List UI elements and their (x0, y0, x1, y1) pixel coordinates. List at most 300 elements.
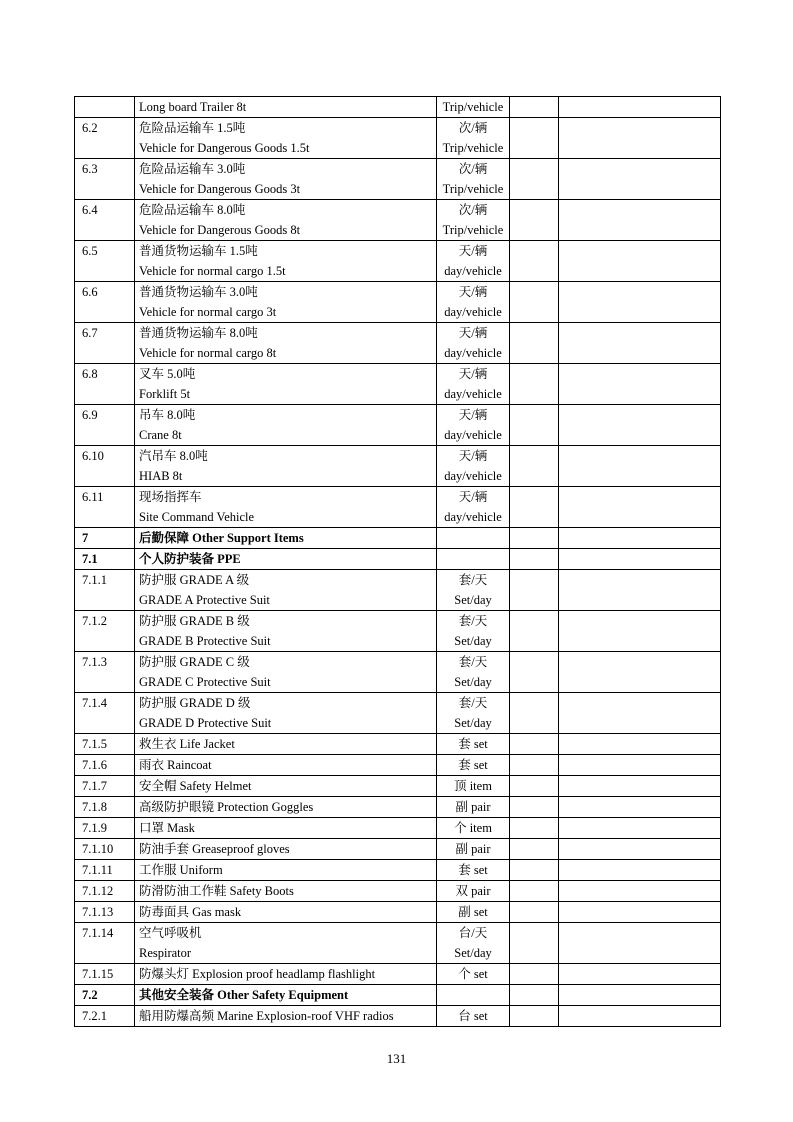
empty-cell (559, 693, 721, 734)
item-name: 普通货物运输车 3.0吨 (139, 285, 258, 299)
empty-cell (559, 776, 721, 797)
item-number-cell (75, 487, 135, 528)
unit-cell (437, 734, 510, 755)
section-header-row (75, 985, 721, 1006)
empty-cell (510, 923, 559, 964)
unit-english: Set/day (454, 946, 492, 960)
table-row (75, 1006, 721, 1027)
table-row (75, 693, 721, 734)
unit-english: day/vehicle (444, 346, 502, 360)
unit-cell (437, 364, 510, 405)
table-row (75, 200, 721, 241)
item-name: 普通货物运输车 8.0吨 (139, 326, 258, 340)
item-number-cell (75, 241, 135, 282)
item-name: 普通货物运输车 1.5吨 (139, 244, 258, 258)
item-number-cell (75, 860, 135, 881)
item-number-cell (75, 693, 135, 734)
item-name: 现场指挥车 (139, 490, 202, 504)
table-row (75, 839, 721, 860)
item-name: 雨衣 Raincoat (139, 758, 212, 772)
unit: 套/天 (458, 655, 488, 669)
item-number-cell (75, 755, 135, 776)
unit: 套 set (458, 863, 488, 877)
empty-cell (510, 323, 559, 364)
item-number: 7 (82, 531, 89, 545)
unit-cell (437, 818, 510, 839)
unit-cell (437, 159, 510, 200)
item-number: 6.4 (82, 203, 98, 217)
table-body (75, 97, 721, 1027)
unit: 个 set (458, 967, 488, 981)
table-row (75, 570, 721, 611)
empty-cell (510, 159, 559, 200)
table-row (75, 487, 721, 528)
unit-cell (437, 200, 510, 241)
table-row (75, 964, 721, 985)
item-number: 6.2 (82, 121, 98, 135)
item-number-cell (75, 611, 135, 652)
unit-cell (437, 839, 510, 860)
item-number: 7.1.5 (82, 737, 107, 751)
item-number: 7.1.4 (82, 696, 107, 710)
item-number-cell (75, 734, 135, 755)
item-number-cell (75, 902, 135, 923)
unit: 天/辆 (458, 367, 488, 381)
unit-english: day/vehicle (444, 510, 502, 524)
item-name-english: Site Command Vehicle (139, 510, 255, 524)
unit-cell (437, 446, 510, 487)
item-name-cell (135, 405, 437, 446)
item-name: Long board Trailer 8t (139, 100, 247, 114)
item-number: 6.5 (82, 244, 98, 258)
empty-cell (559, 159, 721, 200)
empty-cell (559, 985, 721, 1006)
empty-cell (559, 964, 721, 985)
item-name-cell (135, 570, 437, 611)
item-name-cell (135, 528, 437, 549)
unit (437, 985, 509, 1005)
unit: 套/天 (458, 614, 488, 628)
unit: 天/辆 (458, 326, 488, 340)
unit: 天/辆 (458, 408, 488, 422)
unit-cell (437, 241, 510, 282)
unit-english: Trip/vehicle (442, 141, 504, 155)
item-name: 防油手套 Greaseproof gloves (139, 842, 290, 856)
empty-cell (559, 860, 721, 881)
item-number-cell (75, 528, 135, 549)
empty-cell (510, 797, 559, 818)
item-number-cell (75, 818, 135, 839)
unit: 个 item (454, 821, 492, 835)
item-name-english: Vehicle for normal cargo 3t (139, 305, 277, 319)
empty-cell (510, 364, 559, 405)
item-name: 危险品运输车 8.0吨 (139, 203, 246, 217)
item-name: 防爆头灯 Explosion proof headlamp flashlight (139, 967, 376, 981)
item-name-cell (135, 652, 437, 693)
empty-cell (510, 985, 559, 1006)
table-row (75, 902, 721, 923)
empty-cell (510, 405, 559, 446)
table-row (75, 881, 721, 902)
empty-cell (510, 818, 559, 839)
item-name-english: Vehicle for Dangerous Goods 1.5t (139, 141, 310, 155)
item-name-english: Respirator (139, 946, 192, 960)
unit-english: day/vehicle (444, 387, 502, 401)
unit: 套/天 (458, 696, 488, 710)
item-number: 7.1.13 (82, 905, 114, 919)
item-number-cell (75, 159, 135, 200)
item-number-cell (75, 964, 135, 985)
item-name: 防滑防油工作鞋 Safety Boots (139, 884, 294, 898)
item-name: 个人防护装备 PPE (139, 552, 241, 566)
unit: 天/辆 (458, 449, 488, 463)
empty-cell (510, 881, 559, 902)
item-name: 汽吊车 8.0吨 (139, 449, 208, 463)
item-name: 安全帽 Safety Helmet (139, 779, 252, 793)
item-number: 6.10 (82, 449, 104, 463)
unit-cell (437, 652, 510, 693)
item-name-english: GRADE D Protective Suit (139, 716, 272, 730)
table-row (75, 734, 721, 755)
item-name-cell (135, 734, 437, 755)
unit-english: day/vehicle (444, 305, 502, 319)
empty-cell (559, 652, 721, 693)
item-name-english: Forklift 5t (139, 387, 191, 401)
table-row (75, 241, 721, 282)
empty-cell (559, 734, 721, 755)
empty-cell (510, 97, 559, 118)
item-name-cell (135, 487, 437, 528)
empty-cell (510, 839, 559, 860)
empty-cell (559, 405, 721, 446)
item-number-cell (75, 923, 135, 964)
item-name: 危险品运输车 3.0吨 (139, 162, 246, 176)
unit-cell (437, 323, 510, 364)
item-name: 工作服 Uniform (139, 863, 223, 877)
item-number: 6.7 (82, 326, 98, 340)
empty-cell (559, 611, 721, 652)
empty-cell (559, 323, 721, 364)
empty-cell (510, 282, 559, 323)
item-name-cell (135, 985, 437, 1006)
unit-english: Set/day (454, 634, 492, 648)
item-number: 7.1.7 (82, 779, 107, 793)
item-name: 船用防爆高频 Marine Explosion-roof VHF radios (139, 1009, 394, 1023)
unit-cell (437, 487, 510, 528)
unit (437, 549, 509, 569)
item-number-cell (75, 282, 135, 323)
empty-cell (559, 755, 721, 776)
item-name-cell (135, 364, 437, 405)
table-row (75, 446, 721, 487)
table-row (75, 159, 721, 200)
empty-cell (510, 570, 559, 611)
item-number: 7.1.15 (82, 967, 114, 981)
unit: 台/天 (458, 926, 488, 940)
item-name: 空气呼吸机 (139, 926, 202, 940)
unit: 副 set (458, 905, 488, 919)
empty-cell (559, 818, 721, 839)
item-name-cell (135, 964, 437, 985)
item-number-cell (75, 652, 135, 693)
item-name-cell (135, 797, 437, 818)
unit-cell (437, 797, 510, 818)
unit: 天/辆 (458, 490, 488, 504)
unit: 天/辆 (458, 244, 488, 258)
item-number-cell (75, 985, 135, 1006)
item-name: 防护服 GRADE A 级 (139, 573, 250, 587)
item-name-cell (135, 902, 437, 923)
item-name: 口罩 Mask (139, 821, 195, 835)
empty-cell (510, 487, 559, 528)
item-number: 6.8 (82, 367, 98, 381)
empty-cell (559, 364, 721, 405)
unit-english: Trip/vehicle (442, 182, 504, 196)
empty-cell (559, 902, 721, 923)
empty-cell (559, 839, 721, 860)
item-name-cell (135, 200, 437, 241)
empty-cell (510, 964, 559, 985)
unit-english: day/vehicle (444, 428, 502, 442)
item-name-cell (135, 159, 437, 200)
item-name-cell (135, 118, 437, 159)
item-number-cell (75, 200, 135, 241)
unit-english: Set/day (454, 716, 492, 730)
empty-cell (559, 528, 721, 549)
item-number: 7.1.11 (82, 863, 113, 877)
table-row (75, 282, 721, 323)
unit: 次/辆 (458, 162, 488, 176)
unit-english: Set/day (454, 675, 492, 689)
table-row (75, 364, 721, 405)
unit-cell (437, 1006, 510, 1027)
item-name: 吊车 8.0吨 (139, 408, 196, 422)
item-name: 防护服 GRADE D 级 (139, 696, 251, 710)
item-name-cell (135, 549, 437, 570)
table-row (75, 323, 721, 364)
item-number-cell (75, 1006, 135, 1027)
empty-cell (510, 776, 559, 797)
empty-cell (559, 923, 721, 964)
unit-cell (437, 776, 510, 797)
item-number-cell (75, 797, 135, 818)
empty-cell (559, 1006, 721, 1027)
item-number-cell (75, 118, 135, 159)
section-header-row (75, 528, 721, 549)
unit-cell (437, 881, 510, 902)
item-number-cell (75, 570, 135, 611)
unit: 次/辆 (458, 121, 488, 135)
table-row (75, 797, 721, 818)
item-name-english: Vehicle for Dangerous Goods 3t (139, 182, 301, 196)
unit-cell (437, 570, 510, 611)
price-table (74, 96, 721, 1027)
unit: 双 pair (455, 884, 491, 898)
item-name-cell (135, 241, 437, 282)
item-number (82, 97, 134, 117)
item-name-cell (135, 323, 437, 364)
empty-cell (510, 241, 559, 282)
item-name-cell (135, 860, 437, 881)
unit: 台 set (458, 1009, 488, 1023)
item-name-cell (135, 611, 437, 652)
unit (437, 528, 509, 548)
item-name: 危险品运输车 1.5吨 (139, 121, 246, 135)
item-name-cell (135, 755, 437, 776)
unit-cell (437, 964, 510, 985)
item-number-cell (75, 881, 135, 902)
unit-cell (437, 118, 510, 159)
unit-cell (437, 405, 510, 446)
unit-cell (437, 923, 510, 964)
unit-cell (437, 693, 510, 734)
empty-cell (559, 570, 721, 611)
item-number: 6.11 (82, 490, 104, 504)
item-number: 7.1.10 (82, 842, 114, 856)
unit: 套/天 (458, 573, 488, 587)
unit-cell (437, 985, 510, 1006)
table-row (75, 118, 721, 159)
unit: 套 set (458, 737, 488, 751)
item-name: 防护服 GRADE C 级 (139, 655, 250, 669)
unit-english: day/vehicle (444, 469, 502, 483)
empty-cell (510, 652, 559, 693)
empty-cell (559, 282, 721, 323)
item-name: 防毒面具 Gas mask (139, 905, 242, 919)
unit-cell (437, 755, 510, 776)
unit-english: Set/day (454, 593, 492, 607)
empty-cell (510, 446, 559, 487)
empty-cell (559, 549, 721, 570)
item-name-cell (135, 818, 437, 839)
empty-cell (559, 241, 721, 282)
item-name-cell (135, 446, 437, 487)
section-header-row (75, 549, 721, 570)
item-number-cell (75, 323, 135, 364)
item-number: 6.9 (82, 408, 98, 422)
item-number-cell (75, 446, 135, 487)
table-row (75, 860, 721, 881)
unit-english: Trip/vehicle (442, 223, 504, 237)
item-name-english: Vehicle for normal cargo 1.5t (139, 264, 286, 278)
unit-cell (437, 902, 510, 923)
item-number: 7.1.3 (82, 655, 107, 669)
unit-cell (437, 282, 510, 323)
item-name-english: Vehicle for normal cargo 8t (139, 346, 277, 360)
item-name-cell (135, 693, 437, 734)
empty-cell (510, 611, 559, 652)
item-number: 7.1.8 (82, 800, 107, 814)
empty-cell (559, 118, 721, 159)
item-name-english: Vehicle for Dangerous Goods 8t (139, 223, 301, 237)
unit-english: day/vehicle (444, 264, 502, 278)
item-number: 7.1 (82, 552, 98, 566)
item-name: 高级防护眼镜 Protection Goggles (139, 800, 314, 814)
item-number: 7.1.1 (82, 573, 107, 587)
table-row (75, 755, 721, 776)
item-number: 7.1.12 (82, 884, 114, 898)
empty-cell (559, 797, 721, 818)
page-number: 131 (386, 1051, 407, 1066)
item-name-cell (135, 776, 437, 797)
empty-cell (559, 200, 721, 241)
item-name-cell (135, 881, 437, 902)
empty-cell (559, 446, 721, 487)
empty-cell (510, 528, 559, 549)
empty-cell (510, 549, 559, 570)
item-name: 防护服 GRADE B 级 (139, 614, 250, 628)
item-name-cell (135, 923, 437, 964)
empty-cell (510, 734, 559, 755)
empty-cell (510, 755, 559, 776)
item-number-cell (75, 405, 135, 446)
item-number-cell (75, 364, 135, 405)
item-name-english: GRADE A Protective Suit (139, 593, 270, 607)
item-name: 救生衣 Life Jacket (139, 737, 235, 751)
item-name: 后勤保障 Other Support Items (139, 531, 304, 545)
item-number-cell (75, 97, 135, 118)
empty-cell (510, 1006, 559, 1027)
table-row (75, 923, 721, 964)
unit: Trip/vehicle (442, 100, 504, 114)
item-name-cell (135, 1006, 437, 1027)
unit-cell (437, 528, 510, 549)
empty-cell (559, 97, 721, 118)
table-row (75, 776, 721, 797)
empty-cell (510, 860, 559, 881)
item-name: 其他安全装备 Other Safety Equipment (139, 988, 349, 1002)
item-name-cell (135, 282, 437, 323)
unit: 副 pair (455, 842, 491, 856)
table-row (75, 405, 721, 446)
item-number-cell (75, 839, 135, 860)
item-name-cell (135, 97, 437, 118)
empty-cell (510, 200, 559, 241)
item-number: 7.2.1 (82, 1009, 107, 1023)
unit-cell (437, 549, 510, 570)
empty-cell (510, 118, 559, 159)
empty-cell (559, 881, 721, 902)
unit: 套 set (458, 758, 488, 772)
item-number: 7.1.2 (82, 614, 107, 628)
item-number: 6.3 (82, 162, 98, 176)
item-number-cell (75, 776, 135, 797)
unit: 天/辆 (458, 285, 488, 299)
item-number: 7.1.9 (82, 821, 107, 835)
empty-cell (559, 487, 721, 528)
item-name-english: GRADE B Protective Suit (139, 634, 271, 648)
unit-cell (437, 860, 510, 881)
item-name-english: GRADE C Protective Suit (139, 675, 271, 689)
table-row (75, 611, 721, 652)
item-name-english: HIAB 8t (139, 469, 183, 483)
item-number: 7.1.6 (82, 758, 107, 772)
table-row (75, 818, 721, 839)
unit-cell (437, 611, 510, 652)
unit: 次/辆 (458, 203, 488, 217)
empty-cell (510, 902, 559, 923)
item-name-english: Crane 8t (139, 428, 182, 442)
item-number-cell (75, 549, 135, 570)
item-number: 7.1.14 (82, 926, 114, 940)
item-name-cell (135, 839, 437, 860)
unit: 顶 item (454, 779, 492, 793)
table-row (75, 652, 721, 693)
unit-cell (437, 97, 510, 118)
item-number: 6.6 (82, 285, 98, 299)
item-number: 7.2 (82, 988, 98, 1002)
table-row (75, 97, 721, 118)
